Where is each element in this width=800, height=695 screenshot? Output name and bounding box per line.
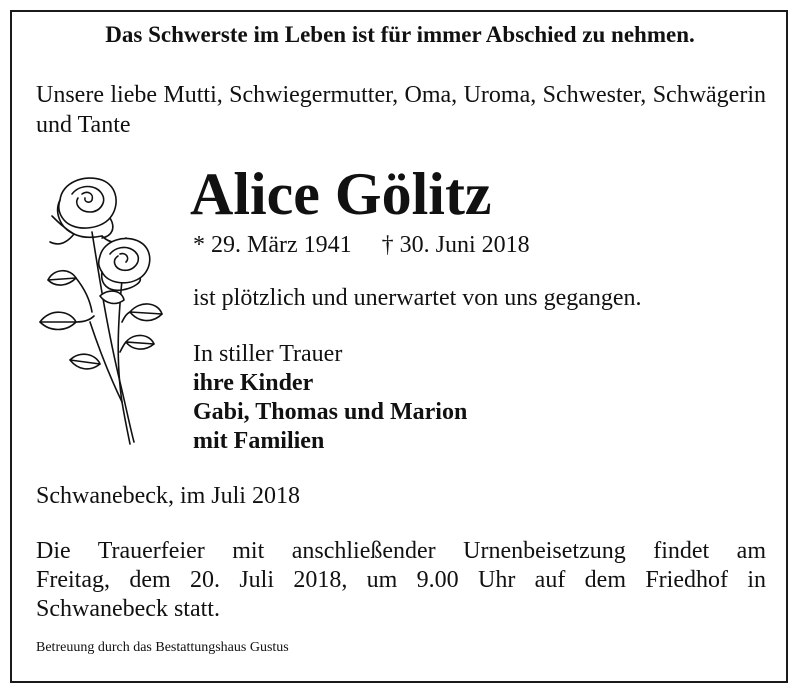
- death-date: † 30. Juni 2018: [381, 232, 530, 258]
- headline: Das Schwerste im Leben ist für immer Abschied zu nehmen.: [105, 22, 695, 47]
- place-date: Schwanebeck, im Juli 2018: [36, 483, 300, 509]
- mourners-block: [193, 340, 467, 456]
- mourning-line: In stiller Trauer: [193, 341, 343, 367]
- mourners-names: Gabi, Thomas und Marion: [193, 399, 468, 425]
- life-dates: [193, 232, 530, 259]
- rose-icon: [30, 172, 170, 447]
- intro-text: Unsere liebe Mutti, Schwiegermutter, Oma, Uroma, Schwester, Schwägerin und Tante: [36, 82, 766, 138]
- passing-text: ist plötzlich und unerwartet von uns gegangen.: [193, 285, 642, 311]
- funeral-line: Schwanebeck statt.: [36, 596, 220, 622]
- undertaker-credit: Betreuung durch das Bestattungshaus Gustus: [36, 640, 289, 655]
- birth-date: * 29. März 1941: [193, 232, 352, 258]
- mourners-relation: ihre Kinder: [193, 370, 314, 396]
- funeral-info: [36, 537, 766, 624]
- funeral-line: Freitag, dem 20. Juli 2018, um 9.00 Uhr auf dem Friedhof in: [36, 567, 766, 593]
- mourners-families: mit Familien: [193, 428, 325, 454]
- deceased-name: Alice Gölitz: [190, 161, 492, 227]
- funeral-line: Die Trauerfeier mit anschließender Urnenbeisetzung findet am: [36, 538, 766, 564]
